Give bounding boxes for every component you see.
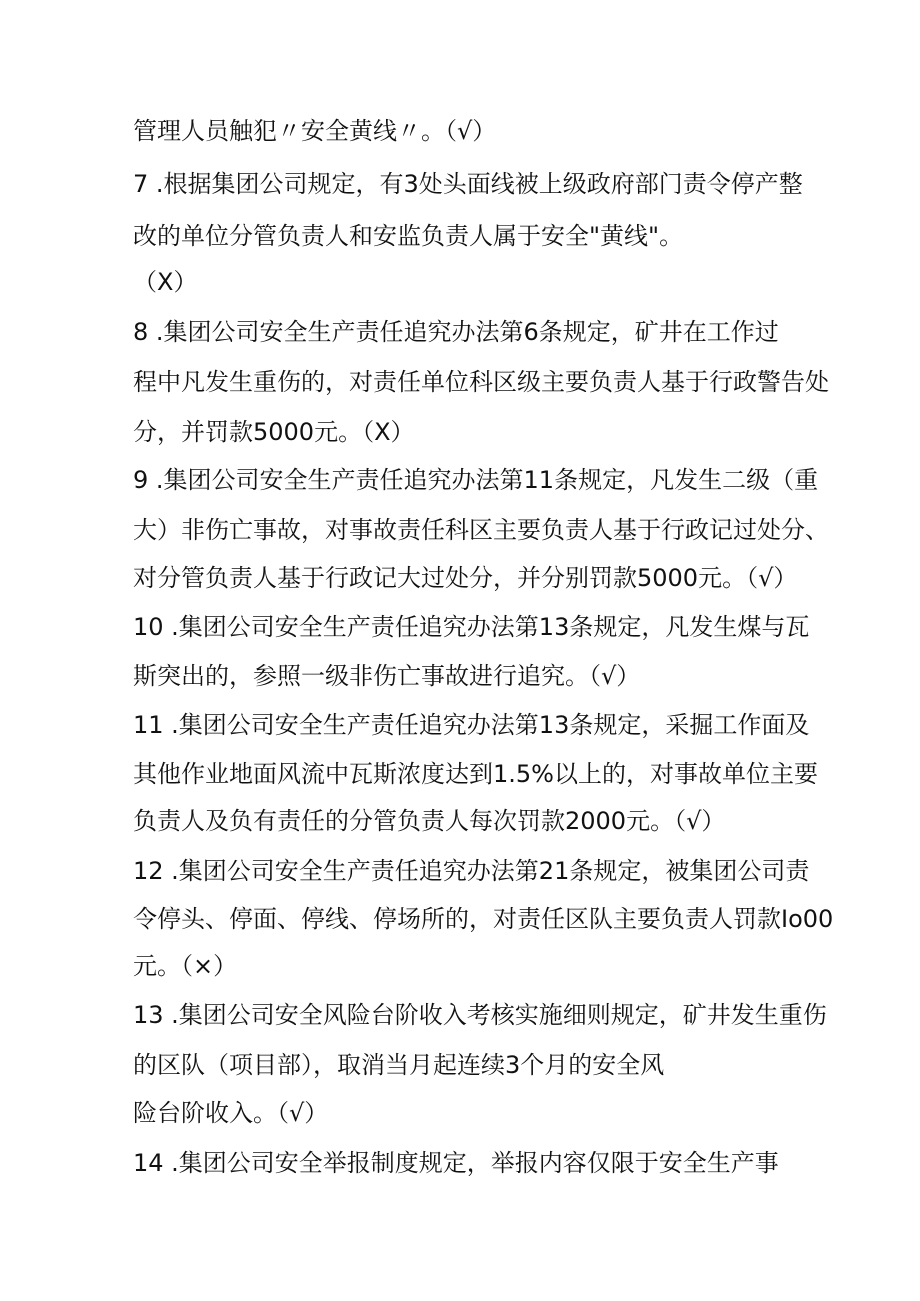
text-line: 管理人员触犯〃安全黄线〃。（√） xyxy=(133,117,497,145)
text-line: 7 .根据集团公司规定，有3处头面线被上级政府部门责令停产整 xyxy=(133,170,803,198)
text-line: 13 .集团公司安全风险台阶收入考核实施细则规定，矿井发生重伤 xyxy=(133,1001,827,1029)
text-line: 10 .集团公司安全生产责任追究办法第13条规定，凡发生煤与瓦 xyxy=(133,613,810,641)
text-line: （X） xyxy=(133,268,198,296)
text-line: 令停头、停面、停线、停场所的，对责任区队主要负责人罚款Io00 xyxy=(133,905,834,933)
text-line: 11 .集团公司安全生产责任追究办法第13条规定，采掘工作面及 xyxy=(133,711,810,739)
text-line: 大）非伤亡事故，对事故责任科区主要负责人基于行政记过处分、 xyxy=(133,516,829,544)
text-line: 险台阶收入。（√） xyxy=(133,1099,329,1127)
text-line: 改的单位分管负责人和安监负责人属于安全"黄线"。 xyxy=(133,222,684,250)
text-line: 12 .集团公司安全生产责任追究办法第21条规定，被集团公司责 xyxy=(133,857,810,885)
text-line: 9 .集团公司安全生产责任追究办法第11条规定，凡发生二级（重 xyxy=(133,466,819,494)
text-line: 负责人及负有责任的分管负责人每次罚款2000元。（√） xyxy=(133,807,726,835)
text-line: 斯突出的，参照一级非伤亡事故进行追究。（√） xyxy=(133,662,641,690)
text-line: 其他作业地面风流中瓦斯浓度达到1.5%以上的，对事故单位主要 xyxy=(133,760,818,788)
text-line: 14 .集团公司安全举报制度规定，举报内容仅限于安全生产事 xyxy=(133,1149,779,1177)
text-line: 对分管负责人基于行政记大过处分，并分别罚款5000元。（√） xyxy=(133,564,798,592)
text-line: 程中凡发生重伤的，对责任单位科区级主要负责人基于行政警告处 xyxy=(133,368,829,396)
text-line: 的区队（项目部），取消当月起连续3个月的安全风 xyxy=(133,1051,665,1079)
text-line: 元。（×） xyxy=(133,952,238,980)
text-line: 分，并罚款5000元。（X） xyxy=(133,418,415,446)
text-line: 8 .集团公司安全生产责任追究办法第6条规定，矿井在工作过 xyxy=(133,318,779,346)
